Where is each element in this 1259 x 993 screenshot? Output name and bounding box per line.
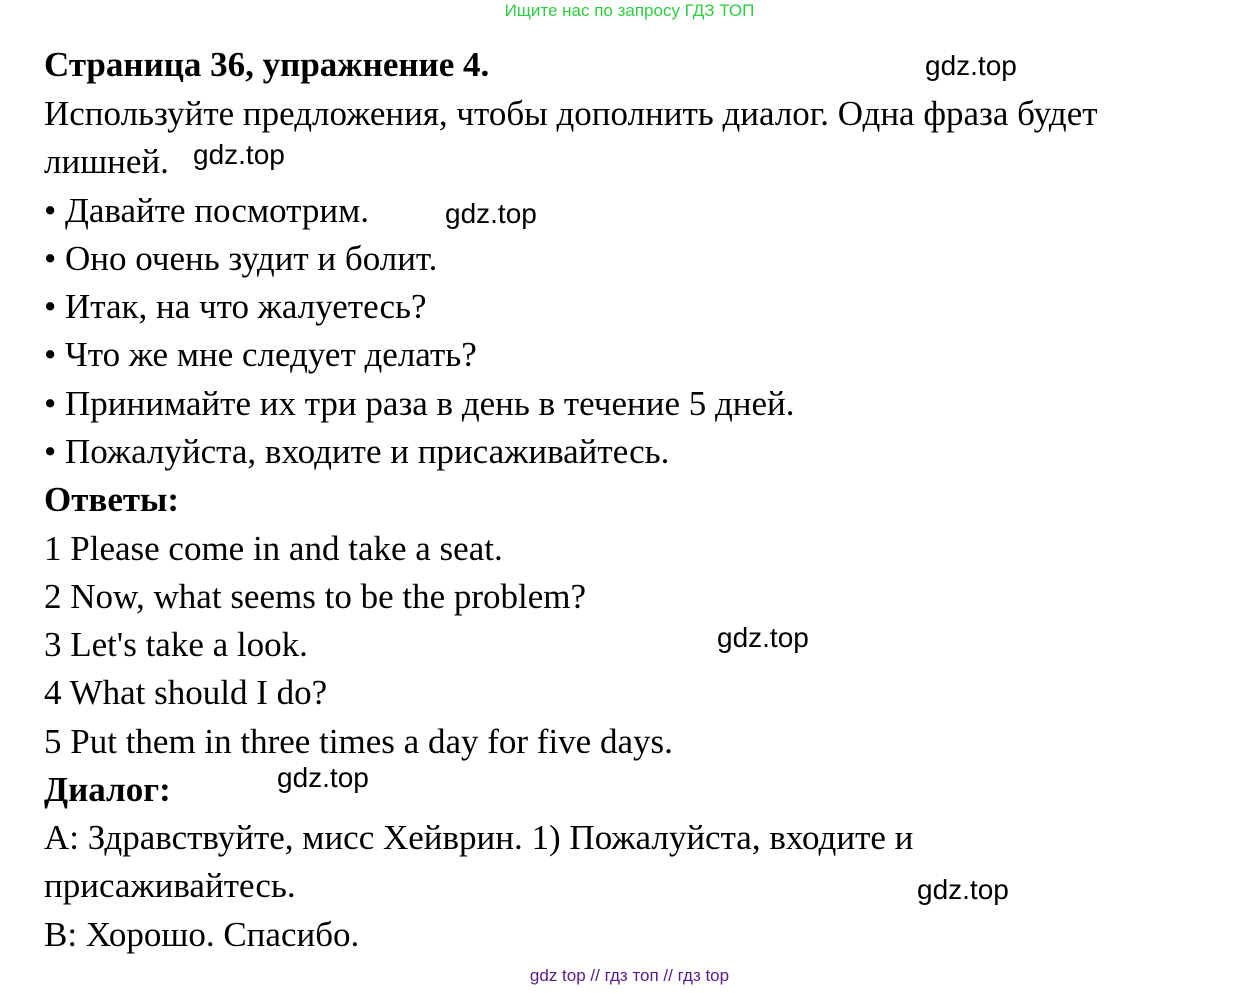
bullet-item: • Что же мне следует делать? <box>44 335 477 374</box>
bullet-item: • Пожалуйста, входите и присаживайтесь. <box>44 432 670 471</box>
watermark: gdz.top <box>925 50 1017 81</box>
bullet-item: • Принимайте их три раза в день в течение 5 дней. <box>44 384 795 423</box>
watermark: gdz.top <box>193 139 285 170</box>
dialog-line: присаживайтесь. <box>44 866 296 905</box>
bullet-item: • Давайте посмотрим. <box>44 191 369 230</box>
bullet-item: • Оно очень зудит и болит. <box>44 239 438 278</box>
dialog-line: A: Здравствуйте, мисс Хейврин. 1) Пожалуйста, входите и <box>44 818 914 857</box>
dialog-line: B: Хорошо. Спасибо. <box>44 915 360 954</box>
answer-item: 2 Now, what seems to be the problem? <box>44 577 587 616</box>
watermark: gdz.top <box>717 622 809 653</box>
footer-links: gdz top // гдз топ // гдз top <box>529 966 730 985</box>
search-banner: Ищите нас по запросу ГДЗ ТОП <box>504 1 755 20</box>
answer-item: 1 Please come in and take a seat. <box>44 529 503 568</box>
instruction-line-1: Используйте предложения, чтобы дополнить диалог. Одна фраза будет <box>44 94 1098 133</box>
answer-item: 3 Let's take a look. <box>44 625 308 664</box>
bullet-item: • Итак, на что жалуетесь? <box>44 287 427 326</box>
instruction-line-2: лишней. <box>44 142 169 181</box>
answer-item: 4 What should I do? <box>44 673 328 712</box>
watermark: gdz.top <box>277 762 369 793</box>
page-title: Страница 36, упражнение 4. <box>44 45 490 84</box>
watermark: gdz.top <box>917 874 1009 905</box>
dialog-heading: Диалог: <box>44 770 171 809</box>
watermark: gdz.top <box>445 198 537 229</box>
answer-item: 5 Put them in three times a day for five days. <box>44 722 673 761</box>
answers-heading: Ответы: <box>44 480 180 519</box>
